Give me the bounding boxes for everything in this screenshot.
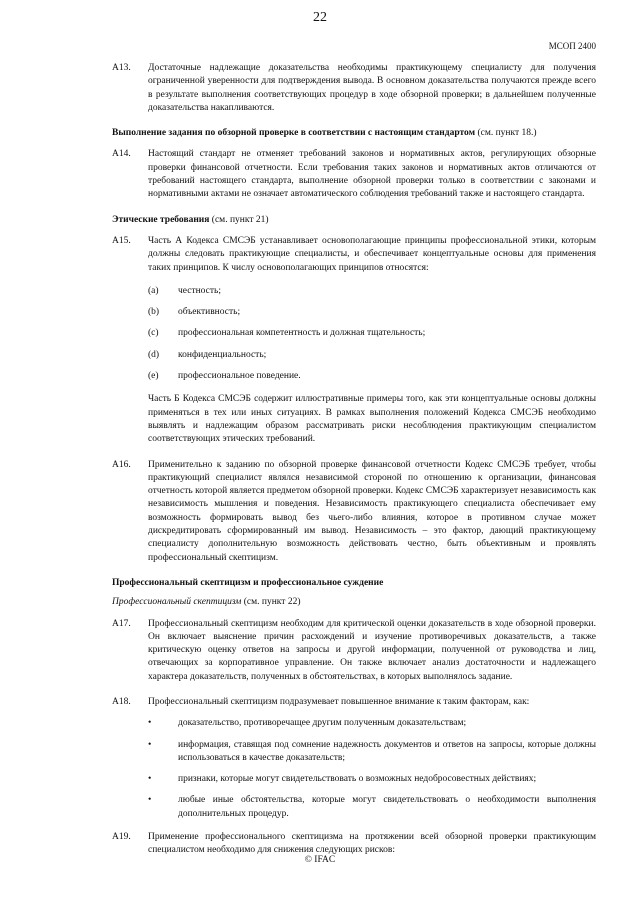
heading-reference: (см. пункт 18.) [475,128,537,139]
paragraph-a18 [112,696,596,709]
paragraph-a15-continuation [112,393,596,446]
paragraph-label: A19. [112,832,131,843]
paragraph-a16 [112,459,596,565]
subsection-heading-skepticism [112,596,596,609]
footer-copyright: © IFAC [304,855,336,865]
heading-bold-text: Выполнение задания по обзорной проверке в соответствии с настоящим стандартом [112,128,476,139]
paragraph-label: A14. [112,149,131,160]
paragraph-text: Достаточные надлежащие доказательства необходимы практикующему специалисту для получения ограниченной уверенности для подтверждения вывода. В основном доказательства получаются прежде всего в результате выполнения соответствующих процедур в ходе обзорной проверки; в дальнейшем полученные доказательства накапливаются. [148,63,596,113]
paragraph-text: Часть А Кодекса СМСЭБ устанавливает основополагающие принципы профессиональной этики, которым должны следовать практикующие специалисты, и обеспечивает концептуальные основы для применения таких принципов. К числу основополагающих принципов относятся: [148,235,596,273]
bullet-icon: • [148,718,152,729]
list-item [148,773,596,786]
list-item-text: объективность; [178,307,241,318]
list-item-text: информация, ставящая под сомнение надежность документов и ответов на запросы, которые должны использоваться в качестве доказательств; [178,739,596,763]
paragraph-text: Настоящий стандарт не отменяет требований законов и нормативных актов, регулирующих обзорные проверки финансовой отчетности. Если требования таких законов и нормативных актов отличаются от требований настоящего стандарта, выполнение обзорной проверки только в соответствии с законами и нормативными актами не означает автоматического соблюдения требований также и настоящего стандарта. [148,149,596,200]
list-marker: (c) [148,328,159,339]
subheading-reference: (см. пункт 22) [241,597,301,608]
list-item [148,327,596,340]
paragraph-label: A13. [112,63,131,73]
paragraph-a15 [112,235,596,275]
paragraph-text: Применение профессионального скептицизма на протяжении всей обзорной проверки практикующим специалистом необходимо для снижения следующих рисков: [148,832,596,856]
bullet-icon: • [148,739,152,750]
paragraph-text: Часть Б Кодекса СМСЭБ содержит иллюстративные примеры того, как эти концептуальные основы должны применяться в тех или иных ситуациях. В рамках выполнения положений Кодекса СМСЭБ необходимо выявлять и надлежащим образом рассматривать риски несоблюдения практикующим специалистом соответствующих этических требований. [148,394,596,445]
document-body [112,62,596,870]
list-item [148,370,596,383]
bullet-icon: • [148,795,152,806]
list-item [148,794,596,821]
list-marker: (d) [148,349,160,360]
paragraph-a13 [112,62,596,115]
section-heading-review-standard [112,127,596,140]
paragraph-text: Профессиональный скептицизм подразумевает повышенное внимание к таким факторам, как: [148,696,530,707]
list-marker: (b) [148,307,160,318]
heading-bold-text: Профессиональный скептицизм и профессиональное суждение [112,577,384,588]
list-item-text: профессиональное поведение. [178,371,301,382]
list-item-text: честность; [178,285,222,296]
list-item-text: любые иные обстоятельства, которые могут свидетельствовать о необходимости выполнения дополнительных процедур. [178,795,596,819]
heading-bold-text: Этические требования [112,214,210,225]
list-item-text: конфиденциальность; [178,349,267,360]
list-item [148,306,596,319]
list-item-text: признаки, которые могут свидетельствовать о возможных недобросовестных действиях; [178,774,537,785]
paragraph-label: A15. [112,235,131,246]
principles-list [148,285,596,383]
document-code: МСОП 2400 [548,41,596,51]
list-marker: (e) [148,371,159,382]
paragraph-a19 [112,831,596,858]
section-heading-skepticism [112,577,596,590]
list-item [148,717,596,730]
subheading-italic-text: Профессиональный скептицизм [112,597,242,608]
paragraph-text: Профессиональный скептицизм необходим для критической оценки доказательств в ходе обзорной проверки. Он включает выяснение причин расхождений и изучение противоречивых доказательств, а также критическую оценку ответов на запросы и другой информации, полученной от руководства и лиц, отвечающих за корпоративное управление. Он также включает анализ достаточности и надлежащего характера доказательств, полученных в обстоятельствах, в которых выполнялось задание. [148,618,596,682]
list-item [148,739,596,766]
paragraph-text: Применительно к заданию по обзорной проверке финансовой отчетности Кодекс СМСЭБ требует, чтобы практикующий специалист являлся независимой стороной по отношению к организации, финансовая отчетность которой является предметом обзорной проверки. Кодекс СМСЭБ характеризует независимость как независимость мышления и поведения. Независимость практикующего специалиста обеспечивает ему возможность формировать вывод без чьего-либо влияния, которое в противном случае может дискредитировать сформированный им вывод. Независимость – это фактор, дающий практикующему специалисту дополнительную возможность действовать честно, быть объективным и проявлять профессиональный скептицизм. [148,459,596,563]
paragraph-a14 [112,148,596,201]
section-heading-ethics [112,214,596,227]
paragraph-a17 [112,618,596,684]
page-number: 22 [313,10,327,25]
paragraph-label: A17. [112,618,131,629]
list-item-text: профессиональная компетентность и должная тщательность; [178,328,426,339]
factors-bullet-list [148,717,596,821]
list-item [148,349,596,362]
list-item [148,285,596,298]
paragraph-label: A18. [112,696,131,707]
paragraph-label: A16. [112,459,131,470]
list-item-text: доказательство, противоречащее другим полученным доказательствам; [178,718,467,729]
heading-reference: (см. пункт 21) [209,214,269,225]
bullet-icon: • [148,774,152,785]
list-marker: (a) [148,285,159,296]
